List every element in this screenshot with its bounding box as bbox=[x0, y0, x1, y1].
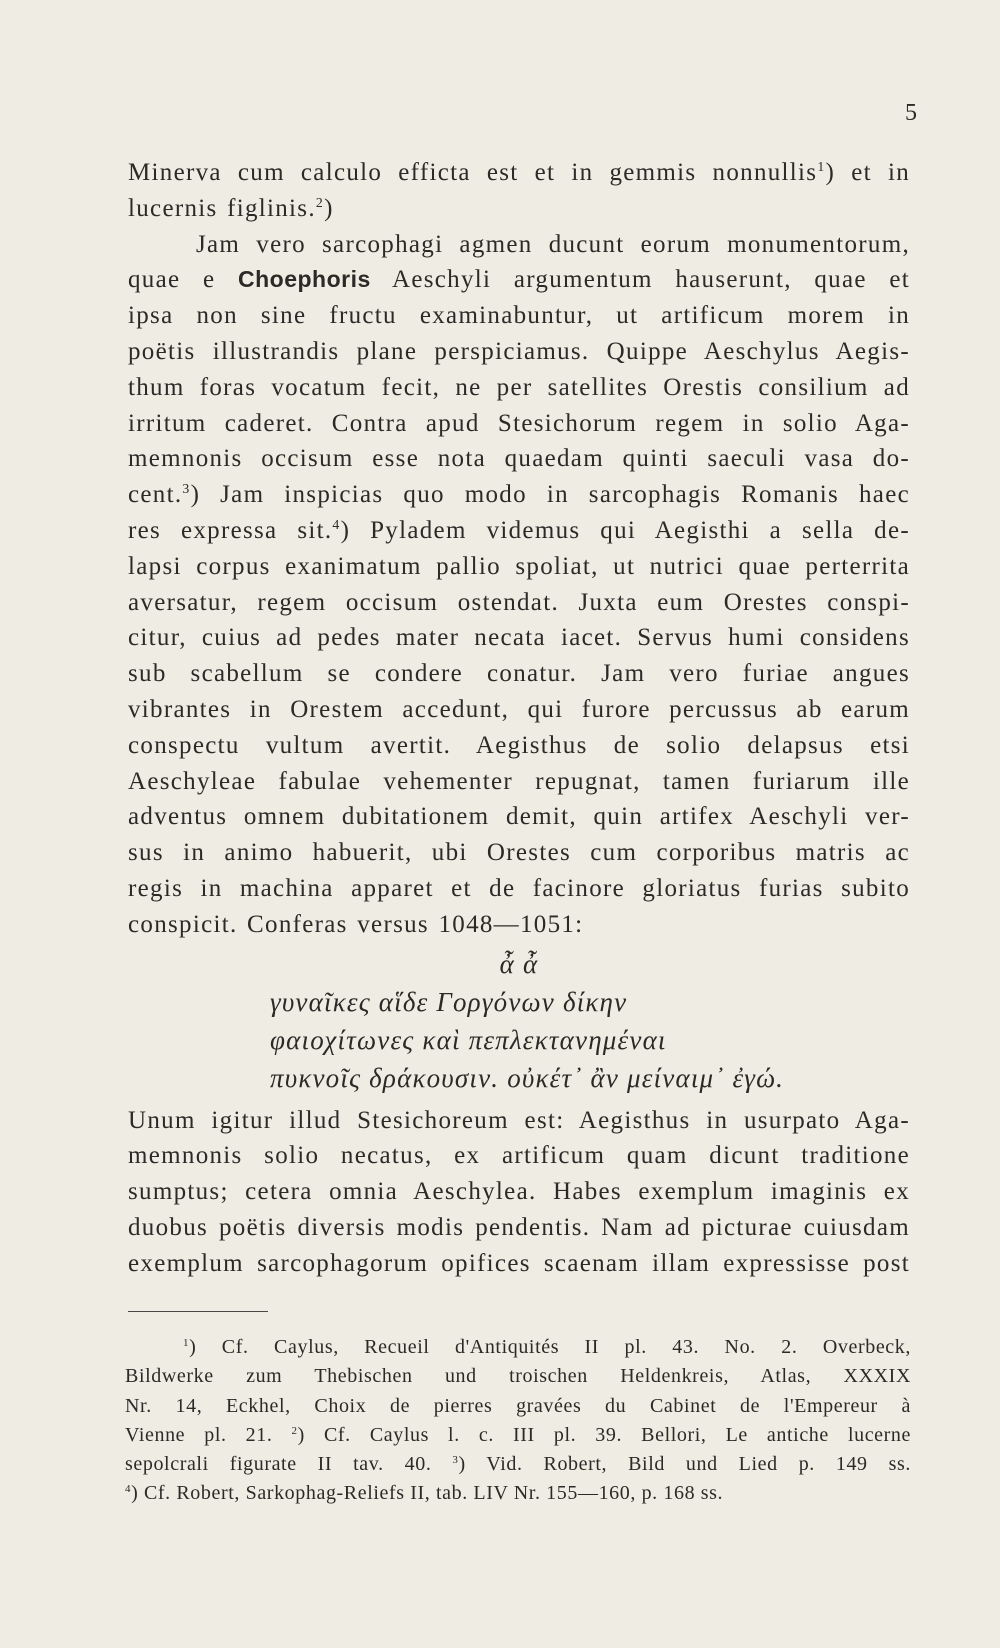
footnote-line bbox=[125, 1333, 911, 1362]
text-line: lapsi corpus exanimatum pallio spoliat, ut nutrici quae perterrita bbox=[128, 552, 910, 580]
text-segment: Minerva cum calculo efficta est et in gemmis nonnullis bbox=[128, 159, 818, 186]
greek-verse-quote bbox=[128, 945, 910, 1097]
text-line: ipsa non sine fructu examinabuntur, ut artificum morem in bbox=[128, 302, 910, 330]
text-line: aversatur, regem occisum ostendat. Juxta eum Orestes conspi- bbox=[128, 588, 910, 616]
footnote-line bbox=[125, 1421, 911, 1450]
footnote-line bbox=[125, 1450, 911, 1479]
text-line: poëtis illustrandis plane perspiciamus. Quippe Aeschylus Aegis- bbox=[128, 337, 910, 365]
text-line: sus in animo habuerit, ubi Orestes cum corporibus matris ac bbox=[128, 839, 910, 867]
text-segment: ) bbox=[324, 194, 334, 222]
footnote-text: ) Cf. Caylus l. c. III pl. 39. Bellori, Le antiche lucerne bbox=[297, 1423, 911, 1446]
text-segment: ) et in bbox=[825, 159, 910, 186]
footnote-text: Vienne pl. 21. bbox=[125, 1423, 292, 1446]
text-line: thum foras vocatum fecit, ne per satellites Orestis consilium ad bbox=[128, 373, 910, 401]
footnote-marker: 3 bbox=[452, 1454, 459, 1467]
text-line: adventus omnem dubitationem demit, quin artifex Aeschyli ver- bbox=[128, 803, 910, 831]
footnote-divider bbox=[128, 1311, 268, 1312]
footnotes bbox=[125, 1333, 911, 1509]
text-line: citur, cuius ad pedes mater necata iacet. Servus humi considens bbox=[128, 624, 910, 652]
text-segment: quae e bbox=[128, 266, 238, 294]
text-line: duobus poëtis diversis modis pendentis. Nam ad picturae cuiusdam bbox=[128, 1213, 910, 1241]
emphasized-title: Choephoris bbox=[237, 266, 371, 293]
text-segment: cent. bbox=[128, 481, 183, 509]
footnote-marker: 2 bbox=[291, 1424, 298, 1437]
footnote-ref: 4 bbox=[332, 517, 341, 533]
text-line: memnonis solio necatus, ex artificum quam dicunt traditione bbox=[128, 1142, 910, 1170]
text-segment: Aeschyli argumentum hauserunt, quae et bbox=[370, 266, 910, 294]
text-line: Jam vero sarcophagi agmen ducunt eorum monumentorum, bbox=[196, 230, 910, 258]
text-segment: ) Jam inspicias quo modo in sarcophagis Romanis haec bbox=[190, 481, 910, 509]
text-line: Aeschyleae fabulae vehementer repugnat, tamen furiarum ille bbox=[128, 767, 910, 795]
text-line: regis in machina apparet et de facinore gloriatus furias subito bbox=[128, 874, 910, 902]
footnote-text: ) Cf. Caylus, Recueil d'Antiquités II pl. 43. No. 2. Overbeck, bbox=[189, 1336, 911, 1358]
text-line: memnonis occisum esse nota quaedam quinti saeculi vasa do- bbox=[128, 445, 910, 473]
footnote-marker: 4 bbox=[125, 1483, 132, 1496]
footnote-line: Nr. 14, Eckhel, Choix de pierres gravées du Cabinet de l'Empereur à bbox=[125, 1394, 911, 1417]
text-line: sumptus; cetera omnia Aeschylea. Habes exemplum imaginis ex bbox=[128, 1178, 910, 1206]
text-line bbox=[128, 477, 910, 513]
text-line: vibrantes in Orestem accedunt, qui furore percussus ab earum bbox=[128, 695, 910, 723]
text-line: irritum caderet. Contra apud Stesichorum regem in solio Aga- bbox=[128, 409, 910, 437]
text-line: sub scabellum se condere conatur. Jam vero furiae angues bbox=[128, 660, 910, 688]
footnote-ref: 2 bbox=[315, 194, 325, 210]
text-line bbox=[128, 262, 910, 298]
footnote-line bbox=[125, 1479, 911, 1508]
text-line: conspectu vultum avertit. Aegisthus de solio delapsus etsi bbox=[128, 731, 910, 759]
text-segment: res expressa sit. bbox=[128, 516, 333, 544]
text-segment: lucernis figlinis. bbox=[128, 194, 316, 222]
footnote-line: Bildwerke zum Thebischen und troischen Heldenkreis, Atlas, XXXIX bbox=[125, 1365, 911, 1388]
text-line bbox=[128, 513, 910, 549]
footnote-ref: 3 bbox=[182, 481, 191, 497]
verse-line: φαιοχίτωνες καὶ πεπλεκτανημέναι bbox=[270, 1024, 667, 1055]
main-text bbox=[128, 155, 910, 1282]
verse-line: ἆ ἆ bbox=[499, 948, 539, 979]
footnote-marker: 1 bbox=[183, 1336, 190, 1349]
footnote-text: ) Cf. Robert, Sarkophag-Reliefs II, tab. LIV Nr. 155—160, p. 168 ss. bbox=[131, 1482, 724, 1505]
footnote-text: ) Vid. Robert, Bild und Lied p. 149 ss. bbox=[458, 1453, 911, 1476]
text-line: conspicit. Conferas versus 1048—1051: bbox=[128, 910, 584, 938]
verse-line: γυναῖκες αἵδε Γοργόνων δίκην bbox=[270, 986, 628, 1017]
text-line bbox=[128, 191, 910, 227]
page-number: 5 bbox=[905, 100, 918, 126]
text-line: Unum igitur illud Stesichoreum est: Aegisthus in usurpato Aga- bbox=[128, 1106, 910, 1134]
text-line: exemplum sarcophagorum opifices scaenam illam expressisse post bbox=[128, 1249, 910, 1277]
text-segment: ) Pyladem videmus qui Aegisthi a sella de- bbox=[340, 516, 910, 544]
footnote-text: sepolcrali figurate II tav. 40. bbox=[125, 1453, 453, 1476]
text-line bbox=[128, 155, 910, 191]
footnote-ref: 1 bbox=[817, 159, 826, 175]
verse-line: πυκνοῖς δράκουσιν. οὐκέτ᾽ ἂν μείναιμ᾽ ἐγώ. bbox=[270, 1062, 785, 1093]
